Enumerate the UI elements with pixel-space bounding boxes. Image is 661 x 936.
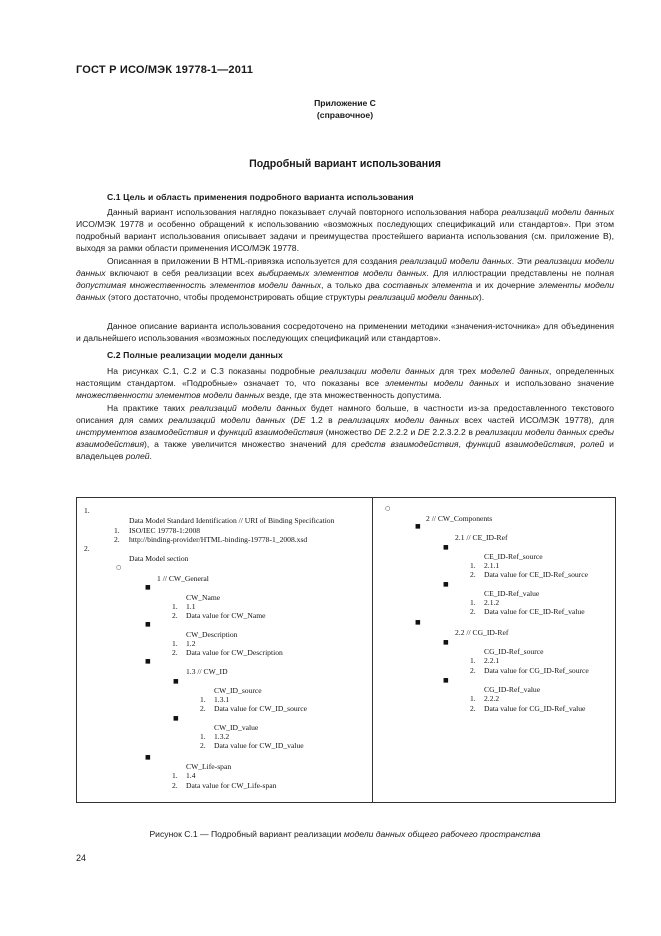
section-heading-c1: С.1 Цель и область применения подробного варианта использования (107, 192, 414, 202)
figure-text: CW_Life-span (186, 762, 232, 771)
list-number: 1. (114, 526, 120, 535)
figure-text: Data value for CW_Life-span (186, 781, 277, 790)
list-number: 2. (172, 611, 178, 620)
paragraph-2: Описанная в приложении В HTML-привязка используется для создания реализаций модели данных. Эти реализации модели данных включают в себя реализации всех выбираемых элементов модели данных. Для иллюстрации представлены не полная допустимая множественность элементов модели данных, а только два составных элемента и их дочерние элементы модели данных (этого достаточно, чтобы продемонстрировать общие структуры реализаций модели данных). (76, 256, 614, 303)
figure-text: CW_Description (186, 630, 238, 639)
list-number: 1. (470, 694, 476, 703)
paragraph-3: Данное описание варианта использования сосредоточено на применении методики «значения-источника» для объединения и дальнейшего использования «возможных последующих спецификаций или стандартов». (76, 321, 614, 344)
figure-text: 1.4 (186, 771, 196, 780)
list-number: 2. (84, 544, 90, 553)
figure-text: Data value for CG_ID-Ref_value (484, 704, 586, 713)
square-bullet-icon: ■ (415, 619, 421, 626)
figure-text: Data value for CW_Name (186, 611, 266, 620)
list-number: 1. (470, 561, 476, 570)
main-title: Подробный вариант использования (249, 158, 441, 170)
figure-text: CW_Name (186, 593, 221, 602)
list-number: 2. (172, 781, 178, 790)
square-bullet-icon: ■ (145, 621, 151, 628)
figure-text: 1.3 // CW_ID (186, 667, 228, 676)
figure-text: 1 // CW_General (157, 574, 209, 583)
list-number: 2. (470, 570, 476, 579)
figure-text: 2.2.1 (484, 656, 500, 665)
paragraph-5: На практике таких реализаций модели данных будет намного больше, в частности из-за предоставленного текстового описания для самих реализаций модели данных (DE 1.2 в реализациях модели данных всех частей ИСО/МЭК 19778), для инструментов взаимодействия и функций взаимодействия (множество DE 2.2.2 и DE 2.2.3.2.2 в реализации модели данных среды взаимодействия), а также увеличится множество значений для средств взаимодействия, функций взаимодействия, ролей и владельцев ролей. (76, 403, 615, 462)
square-bullet-icon: ■ (145, 584, 151, 591)
list-number: 1. (470, 598, 476, 607)
square-bullet-icon: ■ (443, 581, 449, 588)
figure-text: 1.1 (186, 602, 196, 611)
figure-text: CG_ID-Ref_value (484, 685, 541, 694)
list-number: 1. (200, 695, 206, 704)
list-number: 2. (470, 666, 476, 675)
figure-text: CE_ID-Ref_source (484, 552, 543, 561)
list-number: 2. (200, 704, 206, 713)
circle-bullet-icon: ○ (116, 564, 122, 571)
figure-text: 1.2 (186, 639, 196, 648)
figure-text: ISO/IEC 19778-1:2008 (129, 526, 201, 535)
figure-text: 2.1.2 (484, 598, 500, 607)
list-number: 2. (114, 535, 120, 544)
square-bullet-icon: ■ (145, 754, 151, 761)
figure-text: Data value for CE_ID-Ref_source (484, 570, 588, 579)
square-bullet-icon: ■ (443, 639, 449, 646)
figure-text: CG_ID-Ref_source (484, 647, 544, 656)
figure-text: 1.3.2 (214, 732, 230, 741)
square-bullet-icon: ■ (443, 677, 449, 684)
list-number: 1. (470, 656, 476, 665)
figure-text: CE_ID-Ref_value (484, 589, 540, 598)
figure-text: 2.2 // CG_ID-Ref (455, 628, 509, 637)
page-number: 24 (76, 853, 87, 863)
list-number: 1. (200, 732, 206, 741)
figure-text: 2.1 // CE_ID-Ref (455, 533, 508, 542)
section-heading-c2: С.2 Полные реализации модели данных (107, 350, 283, 360)
figure-text: 1.3.1 (214, 695, 230, 704)
figure-text: Data value for CW_ID_value (214, 741, 304, 750)
figure-text: Data value for CE_ID-Ref_value (484, 607, 585, 616)
figure-text: 2.1.1 (484, 561, 500, 570)
appendix-subtitle: (справочное) (316, 110, 374, 120)
list-number: 2. (470, 607, 476, 616)
figure-text: Data value for CG_ID-Ref_source (484, 666, 589, 675)
figure-text: Data Model section (129, 554, 189, 563)
figure-text: http://binding-provider/HTML-binding-19778-1_2008.xsd (129, 535, 308, 544)
figure-text: CW_ID_value (214, 723, 259, 732)
figure-text: 2 // CW_Components (426, 514, 493, 523)
document-header: ГОСТ Р ИСО/МЭК 19778-1—2011 (76, 64, 254, 76)
square-bullet-icon: ■ (415, 523, 421, 530)
square-bullet-icon: ■ (145, 658, 151, 665)
list-number: 1. (172, 602, 178, 611)
list-number: 2. (200, 741, 206, 750)
list-number: 2. (172, 648, 178, 657)
list-number: 1. (172, 639, 178, 648)
square-bullet-icon: ■ (173, 715, 179, 722)
list-number: 1. (172, 771, 178, 780)
appendix-title: Приложение С (314, 98, 376, 108)
list-number: 2. (470, 704, 476, 713)
figure-text: Data value for CW_Description (186, 648, 283, 657)
figure-text: CW_ID_source (214, 686, 262, 695)
figure-text: 2.2.2 (484, 694, 500, 703)
figure-text: Data value for CW_ID_source (214, 704, 307, 713)
paragraph-4: На рисунках С.1, С.2 и С.3 показаны подробные реализации модели данных для трех моделей данных, определенных настоящим стандартом. «Подробные» означает то, что показаны все элементы модели данных и использовано значение множественности элементов модели данных везде, где эта множественность допустима. (76, 366, 614, 401)
circle-bullet-icon: ○ (385, 505, 391, 512)
list-number: 1. (84, 506, 90, 515)
figure-text: Data Model Standard Identification // URI of Binding Specification (129, 516, 335, 525)
figure-caption: Рисунок С.1 — Подробный вариант реализации модели данных общего рабочего пространства (149, 829, 541, 839)
paragraph-1: Данный вариант использования наглядно показывает случай повторного использования набора реализаций модели данных ИСО/МЭК 19778 и особенно обращений к использованию «возможных последующих спецификаций или стандартов». При этом подробный вариант использования описывает задачи и преимущества простейшего варианта использования (см. приложение В), выходя за рамки области применения ИСО/МЭК 19778. (76, 207, 614, 254)
square-bullet-icon: ■ (173, 678, 179, 685)
square-bullet-icon: ■ (443, 544, 449, 551)
